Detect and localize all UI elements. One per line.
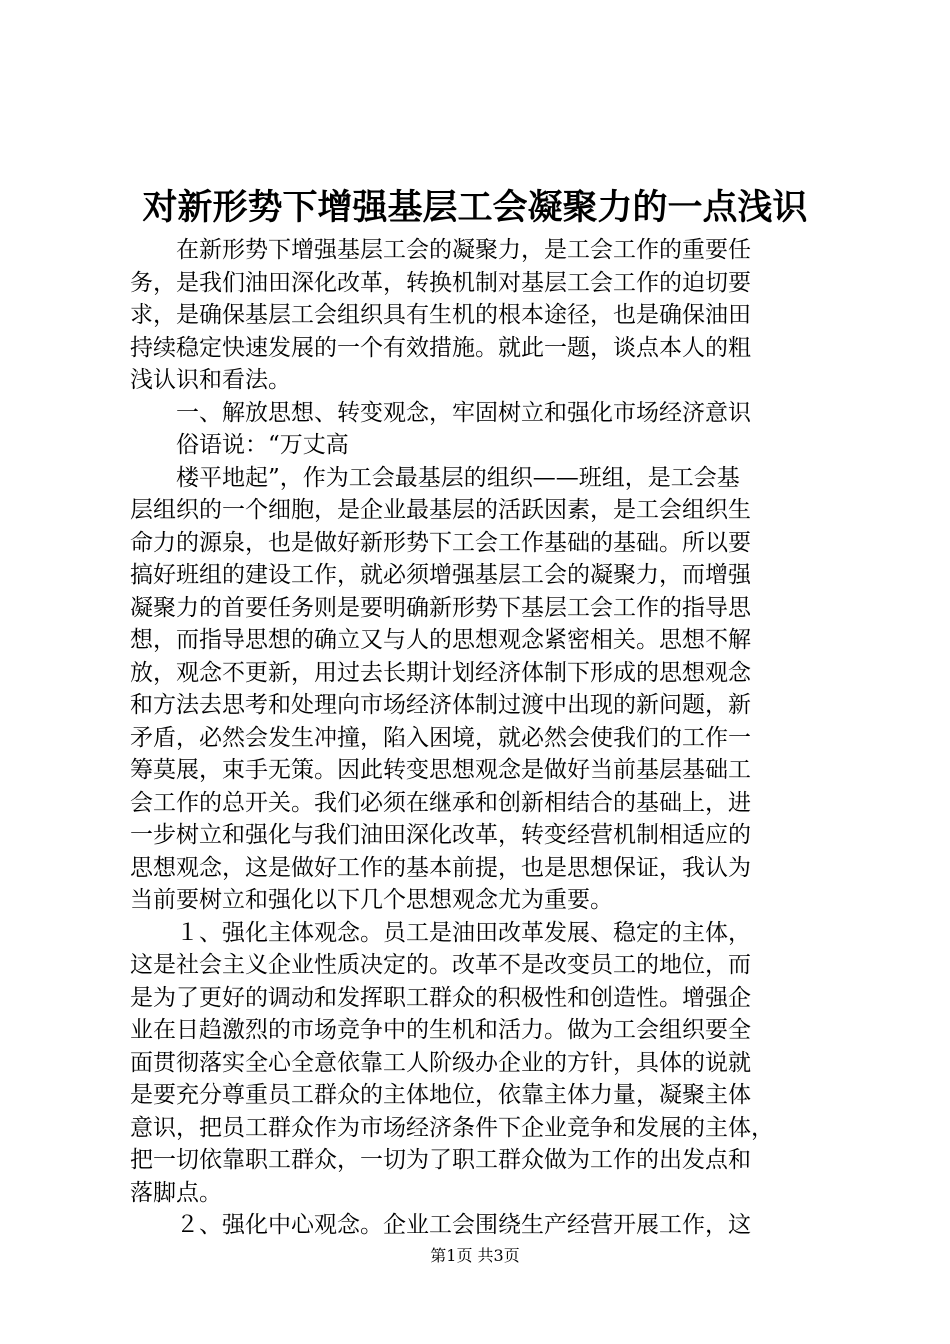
text-line: 这是社会主义企业性质决定的。改革不是改变员工的地位，而 [130, 952, 751, 978]
text-line: ２、强化中心观念。企业工会围绕生产经营开展工作，这 [176, 1212, 751, 1238]
text-line: 楼平地起”，作为工会最基层的组织——班组，是工会基 [176, 464, 740, 491]
text-line: 面贯彻落实全心全意依靠工人阶级办企业的方针，具体的说就 [130, 1049, 751, 1076]
text-line: 浅认识和看法。 [130, 367, 291, 393]
text-line: 搞好班组的建设工作，就必须增强基层工会的凝聚力，而增强 [130, 562, 751, 588]
text-line: 意识，把员工群众作为市场经济条件下企业竞争和发展的主体， [130, 1114, 774, 1141]
text-line: 是要充分尊重员工群众的主体地位，依靠主体力量，凝聚主体 [130, 1082, 751, 1108]
text-line: 凝聚力的首要任务则是要明确新形势下基层工会工作的指导思 [130, 594, 751, 621]
text-line: 思想观念，这是做好工作的基本前提，也是思想保证，我认为 [130, 854, 751, 881]
text-line: 在新形势下增强基层工会的凝聚力，是工会工作的重要任 [176, 237, 751, 263]
text-line: 和方法去思考和处理向市场经济体制过渡中出现的新问题，新 [130, 692, 751, 718]
page-footer: 第1页 共3页 [430, 1246, 520, 1265]
text-line: 筹莫展，束手无策。因此转变思想观念是做好当前基层基础工 [130, 757, 751, 783]
text-line: 落脚点。 [130, 1179, 222, 1206]
text-line: 把一切依靠职工群众，一切为了职工群众做为工作的出发点和 [130, 1147, 751, 1173]
text-line: 一、解放思想、转变观念，牢固树立和强化市场经济意识 [176, 399, 751, 426]
text-line: 业在日趋激烈的市场竞争中的生机和活力。做为工会组织要全 [130, 1017, 751, 1043]
text-line: 矛盾，必然会发生冲撞，陷入困境，就必然会使我们的工作一 [130, 724, 751, 751]
text-line: 务，是我们油田深化改革，转换机制对基层工会工作的迫切要 [130, 269, 751, 296]
text-line: 一步树立和强化与我们油田深化改革，转变经营机制相适应的 [130, 822, 751, 848]
text-line: 俗语说：“万丈高 [176, 432, 349, 458]
text-line: 命力的源泉，也是做好新形势下工会工作基础的基础。所以要 [130, 529, 751, 556]
page-title: 对新形势下增强基层工会凝聚力的一点浅识 [142, 187, 808, 228]
text-line: 是为了更好的调动和发挥职工群众的积极性和创造性。增强企 [130, 984, 751, 1011]
text-line: 会工作的总开关。我们必须在继承和创新相结合的基础上，进 [130, 789, 751, 816]
text-line: 想，而指导思想的确立又与人的思想观念紧密相关。思想不解 [130, 627, 751, 653]
text-line: 求，是确保基层工会组织具有生机的根本途径，也是确保油田 [130, 302, 751, 328]
text-line: 放，观念不更新，用过去长期计划经济体制下形成的思想观念 [130, 659, 751, 686]
document-body [130, 234, 835, 1242]
text-line: １、强化主体观念。员工是油田改革发展、稳定的主体， [176, 919, 751, 946]
text-line: 层组织的一个细胞，是企业最基层的活跃因素，是工会组织生 [130, 497, 751, 523]
text-line: 当前要树立和强化以下几个思想观念尤为重要。 [130, 887, 613, 913]
text-line: 持续稳定快速发展的一个有效措施。就此一题，谈点本人的粗 [130, 334, 751, 361]
